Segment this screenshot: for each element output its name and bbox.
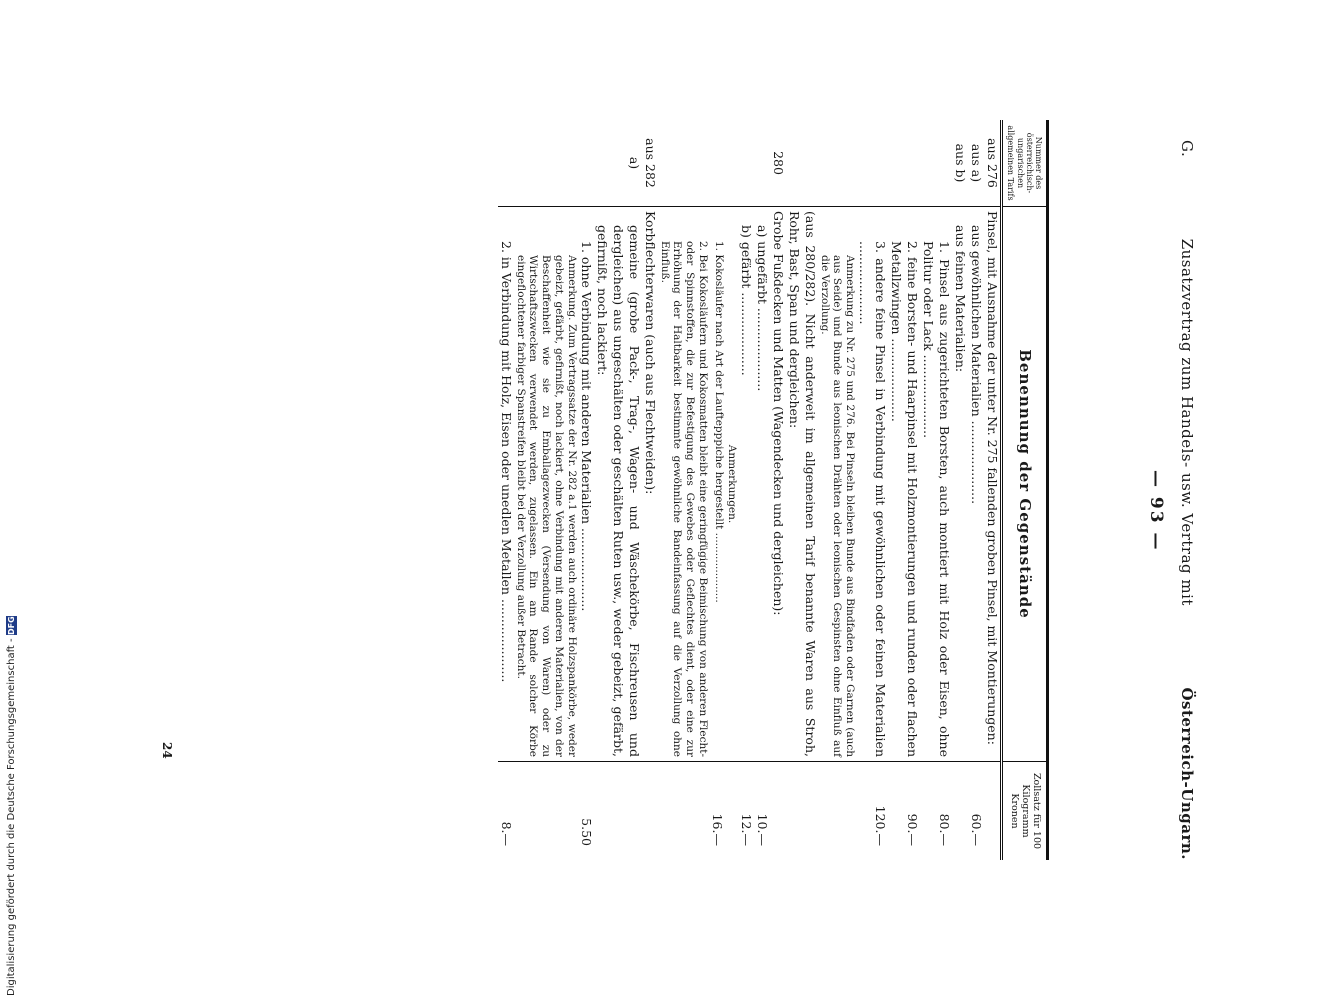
duty-rate-cell (642, 762, 658, 861)
duty-rate-cell: 16.— (709, 762, 725, 861)
table-row (968, 120, 984, 860)
tariff-number-cell: a) (594, 120, 642, 207)
duty-rate-cell: 80.— (920, 762, 952, 861)
duty-rate-cell (818, 762, 856, 861)
signature-number: 24 (160, 742, 174, 759)
tariff-number-cell (658, 120, 709, 207)
table-row (709, 120, 725, 860)
duty-rate-cell: 60.— (968, 762, 984, 861)
table-row (952, 120, 968, 860)
table-row (770, 120, 786, 860)
description-cell: aus gewöhnlichen Materialien ..... (968, 207, 984, 762)
tariff-number-cell (709, 120, 725, 207)
description-cell: aus feinen Materialien: (953, 225, 969, 373)
description-cell: (aus 280/282). Nicht anderweit im allgemeinen Tarif benannte Waren aus Stroh, Rohr, Bast, Span und dergleichen: (786, 211, 818, 757)
column-header-rate: Zollsatz für 100 Kilogramm Kronen (1002, 762, 1048, 861)
tariff-number-cell (738, 120, 754, 207)
duty-rate-cell (658, 762, 709, 861)
tariff-number-cell: aus 276 (984, 120, 1002, 207)
description-cell: 3. andere feine Pinsel in Verbindung mit gewöhnlichen oder feinen Materialien ..... (856, 207, 888, 762)
duty-rate-cell (725, 762, 738, 861)
tariff-number-cell (578, 120, 594, 207)
description-cell: Anmerkung zu Nr. 275 und 276. Bei Pinseln bleiben Bunde aus Bindfaden oder Garnen (auch aus Seide) und Bunde aus leonischen Drähten oder leonischen Gespinsten ohne Einfluß auf die Verzollung. (818, 255, 857, 757)
table-row (920, 120, 952, 860)
description-cell: b) gefärbt ..... (738, 207, 754, 762)
description-cell: 2. in Verbindung mit Holz, Eisen oder unedlen Metallen ..... (498, 207, 514, 762)
tariff-number-cell (888, 120, 920, 207)
table-row (888, 120, 920, 860)
duty-rate-cell (770, 762, 786, 861)
header-country: Österreich-Ungarn. (1178, 687, 1196, 860)
tariff-number-cell (725, 120, 738, 207)
description-cell: 1. Kokosläufer nach Art der Lauftepppiche hergestellt ..... (709, 207, 725, 762)
tariff-number-cell (754, 120, 770, 207)
table-row (594, 120, 642, 860)
description-cell: a) ungefärbt ..... (754, 207, 770, 762)
duty-rate-cell: 10.— (754, 762, 770, 861)
description-cell: Grobe Fußdecken und Matten (Wagendecken und dergleichen): (770, 211, 786, 616)
column-header-description: Benennung der Gegenstände (1002, 207, 1048, 762)
digitization-note (6, 606, 20, 996)
description-cell: 2. feine Borsten- und Haarpinsel mit Holzmontierungen und runden oder flachen Metallzwingen ..... (888, 207, 920, 762)
table-row (514, 120, 578, 860)
table-row (578, 120, 594, 860)
page-number: — 93 — (1146, 470, 1166, 552)
table-body (498, 120, 1002, 860)
tariff-number-cell: aus 282 (642, 120, 658, 207)
description-cell: 1. ohne Verbindung mit anderen Materialien ..... (578, 207, 594, 762)
tariff-number-cell (856, 120, 888, 207)
table-row (984, 120, 1002, 860)
tariff-number-cell (514, 120, 578, 207)
description-cell: 1. Pinsel aus zugerichteten Borsten, auch montiert mit Holz oder Eisen, ohne Politur oder Lack ..... (920, 207, 952, 762)
tariff-number-cell (920, 120, 952, 207)
table-row (725, 120, 738, 860)
table-row (856, 120, 888, 860)
table-row (754, 120, 770, 860)
description-cell: Anmerkungen. (725, 444, 738, 524)
table-row (498, 120, 514, 860)
description-cell: Pinsel, mit Ausnahme der unter Nr. 275 fallenden groben Pinsel, mit Montierungen: (985, 211, 1001, 745)
description-cell: 2. Bei Kokosläufern und Kokosmatten bleibt eine geringfügige Beimischung von anderen Flecht- oder Spinnstoffen, die zur Befestigung des Gewebes oder Geflechtes dient, oder eine zur Erhöhung der Haltbarkeit bestimmte gewöhnliche Bandeinfassung auf die Verzollung ohne Einfluß. (658, 241, 710, 757)
table-row (818, 120, 856, 860)
tariff-number-cell: aus a) (968, 120, 984, 207)
running-header (1178, 140, 1196, 860)
tariff-table (498, 120, 1049, 860)
duty-rate-cell (952, 762, 968, 861)
description-cell: Anmerkung. Zum Vertragssatze der Nr. 282 a.1 werden auch ordinäre Holzspankörbe, weder gebeizt, gefärbt, gefirnißt, noch lackiert, ohne Verbindung mit anderen Materialien, von der Beschaffenheit wie sie zu Emballagezwecken (Versendung von Waren) oder zu Wirtschaftszwecken verwendet werden, zugelassen. Ein am Rande solcher Körbe eingeflochtener farbiger Spanstreifen bleibt bei der Verzollung außer Betracht. (514, 255, 578, 757)
tariff-number-cell (786, 120, 818, 207)
tariff-number-cell (818, 120, 856, 207)
table-row (658, 120, 709, 860)
duty-rate-cell (786, 762, 818, 861)
table-row (642, 120, 658, 860)
duty-rate-cell: 12.— (738, 762, 754, 861)
table-row (738, 120, 754, 860)
description-cell: gemeine (grobe Pack-, Trag-, Wagen- und Wäschekörbe, Fischreusen und dergleichen) aus ungeschälten oder geschälten Ruten usw., weder gebeizt, gefärbt, gefirnißt, noch lackiert: (594, 225, 642, 757)
header-section: G. (1178, 140, 1196, 158)
duty-rate-cell: 8.— (498, 762, 514, 861)
duty-rate-cell: 120.— (856, 762, 888, 861)
table-header-row (1002, 120, 1048, 860)
duty-rate-cell: 90.— (888, 762, 920, 861)
duty-rate-cell (514, 762, 578, 861)
description-cell: Korbflechterwaren (auch aus Flechtweiden): (642, 211, 658, 495)
dfg-logo: DFG (7, 616, 16, 636)
tariff-number-cell (498, 120, 514, 207)
table-row (786, 120, 818, 860)
duty-rate-cell (594, 762, 642, 861)
digitization-note-text: Digitalisierung gefördert durch die Deutsche Forschungsgemeinschaft - (6, 638, 17, 996)
tariff-number-cell: 280 (770, 120, 786, 207)
header-title: Zusatzvertrag zum Handels- usw. Vertrag mit (1178, 238, 1196, 606)
duty-rate-cell: 5.50 (578, 762, 594, 861)
tariff-number-cell: aus b) (952, 120, 968, 207)
duty-rate-cell (984, 762, 1002, 861)
column-header-number: Nummer des österreichisch-ungarischen allgemeinen Tarifs (1002, 120, 1048, 207)
